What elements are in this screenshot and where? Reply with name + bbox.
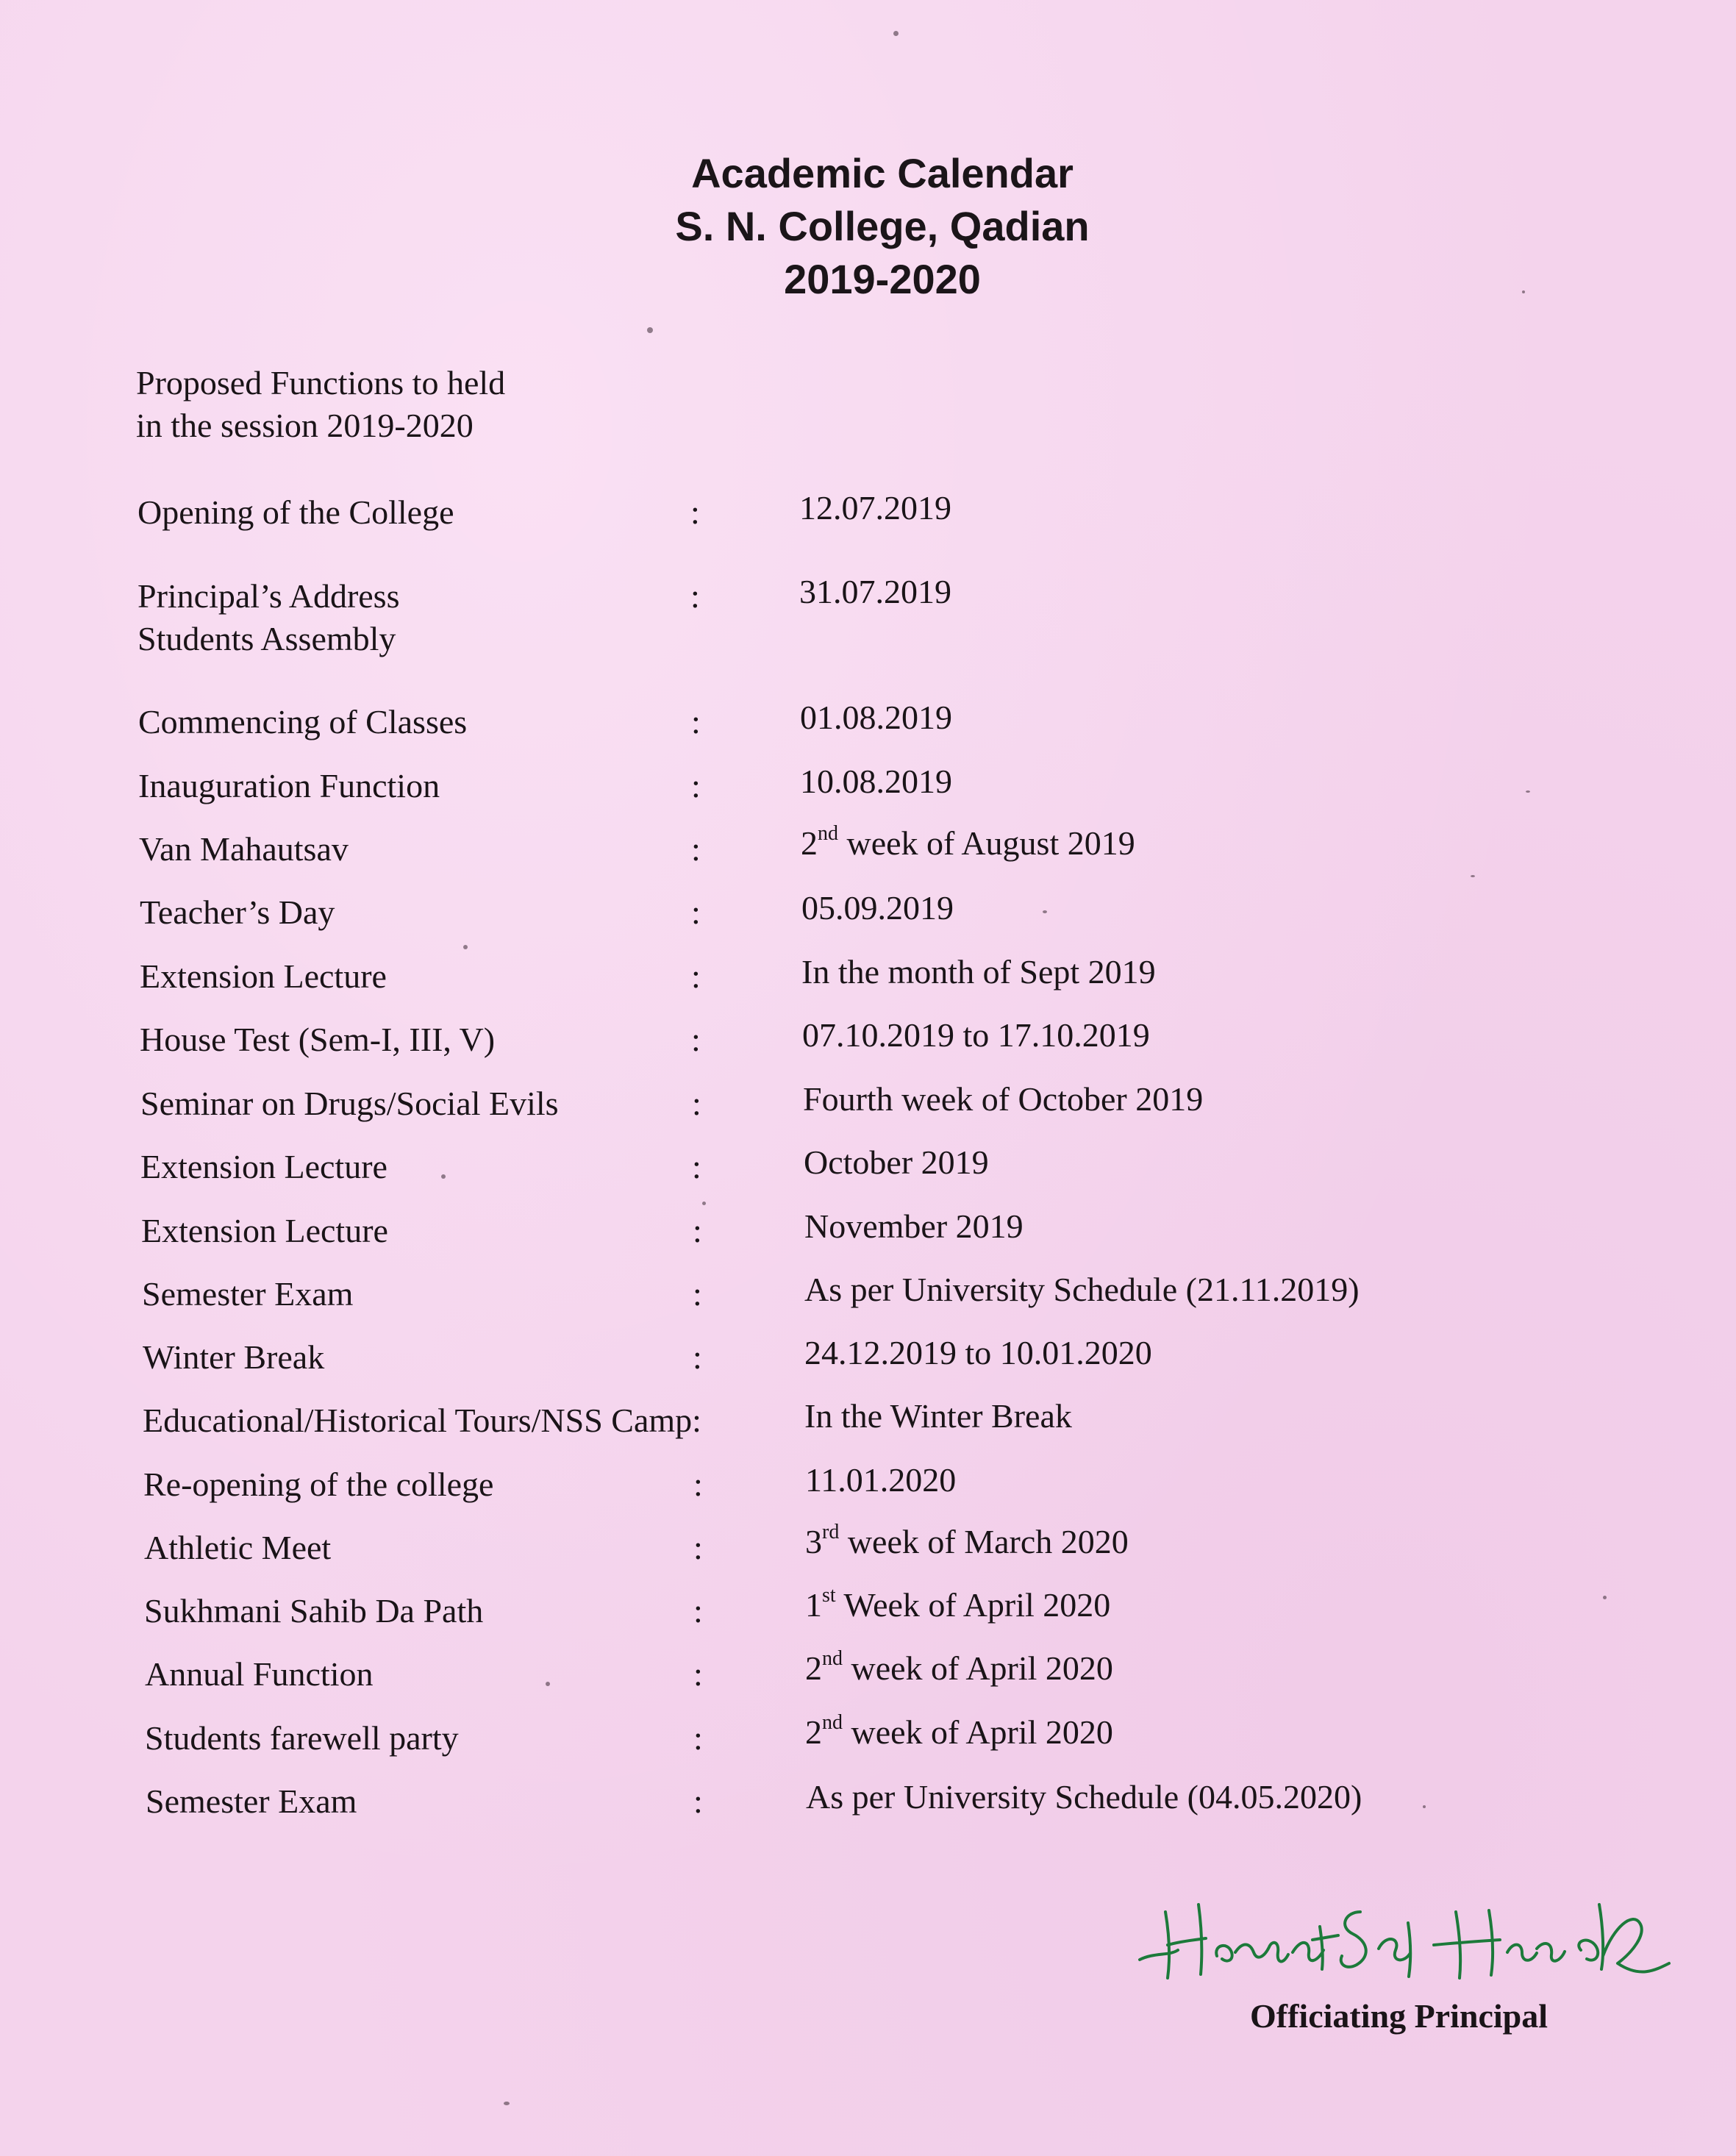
intro-text — [136, 362, 505, 447]
event-separator: : — [693, 1212, 702, 1249]
event-date: As per University Schedule (21.11.2019) — [804, 1271, 1360, 1308]
event-date: As per University Schedule (04.05.2020) — [806, 1778, 1362, 1816]
event-label: House Test (Sem-I, III, V) — [140, 1021, 496, 1058]
event-label: Winter Break — [143, 1338, 325, 1376]
event-separator: : — [691, 830, 701, 868]
event-date: 05.09.2019 — [801, 889, 954, 927]
event-separator: : — [692, 1148, 701, 1185]
event-date — [805, 1584, 1110, 1627]
event-label: Van Mahautsav — [139, 830, 349, 868]
event-date — [801, 822, 1135, 865]
event-label: Inauguration Function — [138, 767, 440, 804]
signature — [1125, 1882, 1684, 1993]
event-separator: : — [691, 767, 701, 804]
event-date-number: 2 — [805, 1649, 822, 1687]
event-date: In the month of Sept 2019 — [801, 953, 1156, 990]
event-label: Opening of the College — [137, 493, 454, 531]
event-date-text: week of April 2020 — [843, 1649, 1113, 1687]
event-date: 07.10.2019 to 17.10.2019 — [802, 1016, 1150, 1054]
event-separator: : — [690, 493, 700, 531]
event-date-text: week of March 2020 — [839, 1523, 1129, 1560]
event-label: Extension Lecture — [140, 1148, 387, 1185]
event-label: Teacher’s Day — [140, 893, 335, 931]
event-separator: : — [691, 957, 701, 995]
event-label: Re-opening of the college — [143, 1466, 494, 1503]
event-label: Extension Lecture — [140, 957, 387, 995]
event-date: 10.08.2019 — [800, 763, 952, 800]
event-date: November 2019 — [804, 1207, 1024, 1245]
event-date-text: Week of April 2020 — [835, 1586, 1111, 1624]
event-separator: : — [693, 1529, 703, 1566]
event-date-suffix: nd — [818, 822, 838, 845]
intro-line-1: Proposed Functions to held — [136, 364, 506, 401]
event-label: Athletic Meet — [144, 1529, 332, 1566]
event-date-number: 2 — [805, 1713, 822, 1751]
event-date — [805, 1711, 1113, 1754]
event-date-number: 3 — [805, 1523, 822, 1560]
event-date — [805, 1521, 1129, 1563]
event-separator: : — [693, 1782, 703, 1820]
event-separator: : — [693, 1275, 702, 1313]
session-year: 2019-2020 — [784, 256, 981, 302]
event-date: 01.08.2019 — [800, 699, 952, 736]
signatory-title: Officiating Principal — [1250, 1997, 1549, 2035]
event-separator: : — [691, 703, 701, 740]
event-date-number: 1 — [805, 1586, 822, 1624]
event-label: Sukhmani Sahib Da Path — [144, 1592, 484, 1630]
event-label: Students farewell party — [145, 1719, 459, 1757]
event-date-text: week of August 2019 — [838, 824, 1135, 862]
event-separator: : — [693, 1655, 703, 1693]
document-header — [0, 147, 1736, 306]
event-date: 31.07.2019 — [799, 573, 951, 610]
event-label: Educational/Historical Tours/NSS Camp: — [143, 1402, 701, 1439]
event-separator: : — [691, 893, 701, 931]
event-separator: : — [691, 1021, 701, 1058]
event-date: Fourth week of October 2019 — [803, 1080, 1204, 1118]
college-name: S. N. College, Qadian — [675, 203, 1090, 249]
event-date-suffix: rd — [822, 1521, 840, 1543]
event-separator: : — [690, 577, 700, 615]
event-date-suffix: nd — [822, 1647, 843, 1670]
event-separator: : — [693, 1719, 703, 1757]
event-date: In the Winter Break — [804, 1397, 1072, 1435]
event-separator: : — [693, 1338, 702, 1376]
event-date: 24.12.2019 to 10.01.2020 — [804, 1334, 1152, 1371]
event-date — [805, 1647, 1113, 1690]
document-title: Academic Calendar — [691, 150, 1074, 196]
event-date: 12.07.2019 — [799, 489, 951, 526]
event-date: October 2019 — [804, 1143, 989, 1181]
event-label: Semester Exam — [146, 1782, 357, 1820]
intro-line-2: in the session 2019-2020 — [136, 407, 474, 444]
event-label: Annual Function — [145, 1655, 374, 1693]
event-label: Seminar on Drugs/Social Evils — [140, 1085, 559, 1122]
event-date-text: week of April 2020 — [843, 1713, 1113, 1751]
event-label-line-2: Students Assembly — [137, 620, 396, 657]
event-label: Commencing of Classes — [138, 703, 468, 740]
event-separator: : — [693, 1592, 703, 1630]
event-label: Extension Lecture — [141, 1212, 388, 1249]
event-separator: : — [693, 1466, 703, 1503]
event-separator: : — [692, 1085, 701, 1122]
event-label: Principal’s Address — [137, 577, 400, 615]
event-date: 11.01.2020 — [805, 1461, 957, 1499]
event-date-suffix: st — [822, 1584, 836, 1607]
event-date-number: 2 — [801, 824, 818, 862]
event-date-suffix: nd — [822, 1711, 843, 1734]
event-label: Semester Exam — [142, 1275, 354, 1313]
